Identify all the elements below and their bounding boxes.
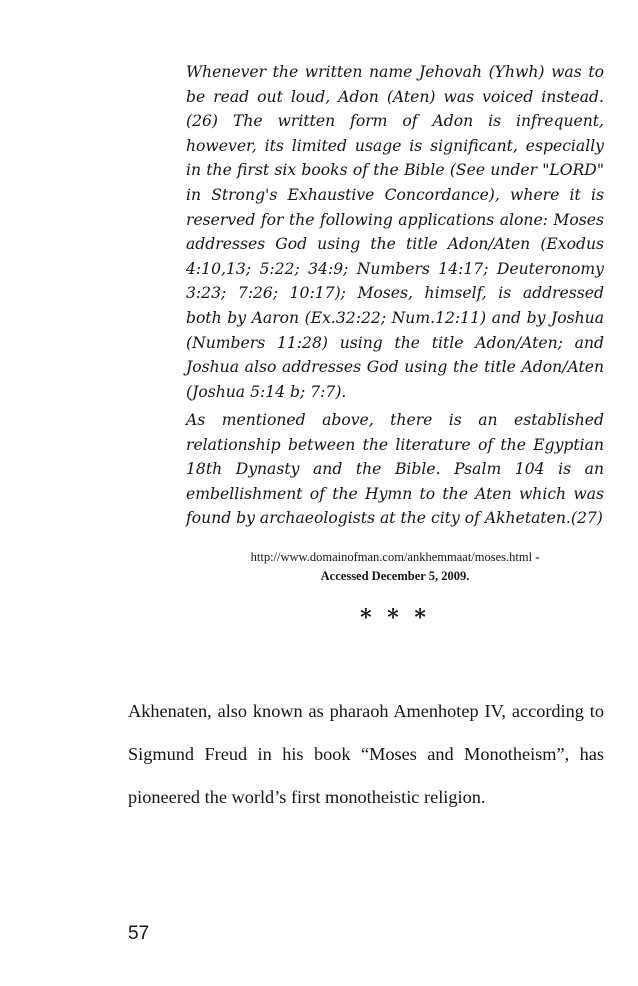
body-paragraph: Akhenaten, also known as pharaoh Amenhotep IV, according to Sigmund Freud in his book “Moses and Monotheism”, has pioneered the world’s first monotheistic religion. [128,701,604,807]
source-citation [186,548,604,586]
quote-paragraph-1: Whenever the written name Jehovah (Yhwh) was to be read out loud, Adon (Aten) was voiced instead.(26) The written form of Adon is infrequent, however, its limited usage is significant, especially in the first six books of the Bible (See under "LORD" in Strong's Exhaustive Concordance), where it is reserved for the following applications alone: Moses addresses God using the title Adon/Aten (Exodus 4:10,13; 5:22; 34:9; Numbers 14:17; Deuteronomy 3:23; 7:26; 10:17); Moses, himself, is addressed both by Aaron (Ex.32:22; Num.12:11) and by Joshua (Numbers 11:28) using the title Adon/Aten; and Joshua also addresses God using the title Adon/Aten (Joshua 5:14 b; 7:7). [186,63,604,401]
source-url: http://www.domainofman.com/ankhemmaat/moses.html [250,550,533,564]
source-dash: - [532,550,540,564]
quote-paragraph-2: As mentioned above, there is an established relationship between the literature of the Egyptian 18th Dynasty and the Bible. Psalm 104 is an embellishment of the Hymn to the Aten which was found by archaeologists at the city of Akhetaten.(27) [186,411,604,528]
page-number: 57 [128,923,150,944]
section-separator: * * * [360,605,430,631]
source-accessed-date: Accessed December 5, 2009. [320,569,470,583]
